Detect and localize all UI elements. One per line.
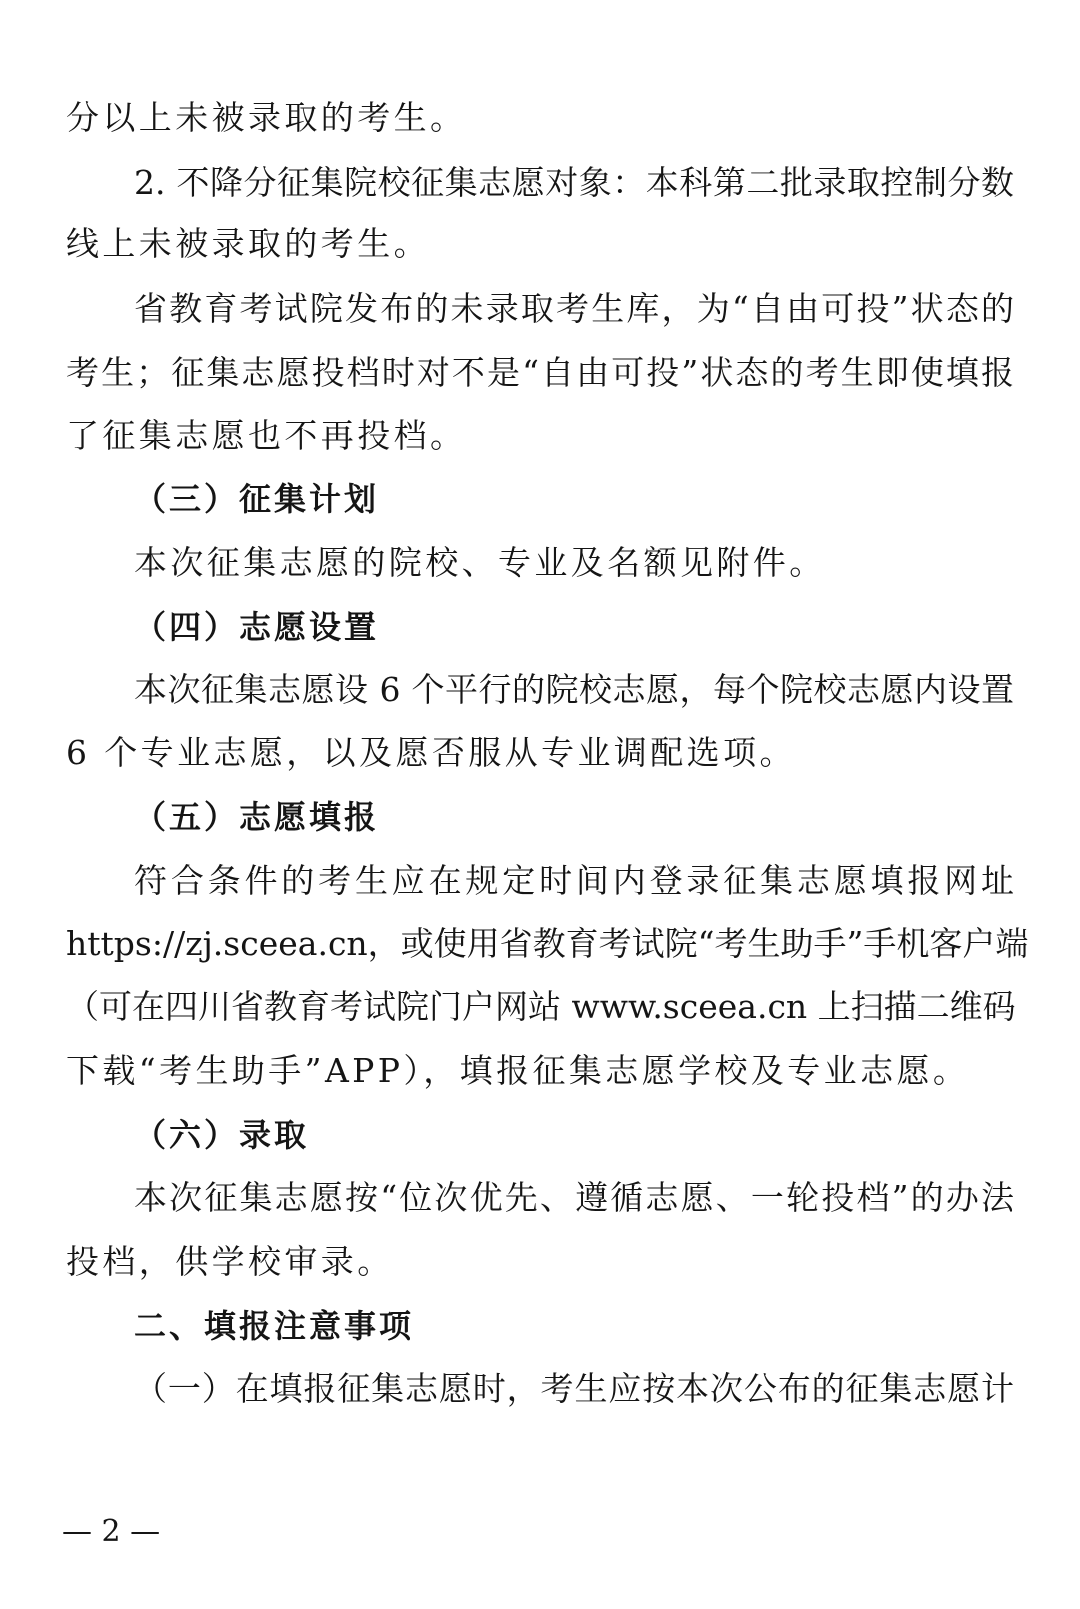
paragraph-line: （可在四川省教育考试院门户网站 www.sceea.cn 上扫描二维码 <box>66 987 1016 1026</box>
paragraph-line: https://zj.sceea.cn，或使用省教育考试院“考生助手”手机客户端 <box>66 924 1029 963</box>
paragraph-line: 考生；征集志愿投档时对不是“自由可投”状态的考生即使填报 <box>66 353 1014 392</box>
paragraph-line: 分以上未被录取的考生。 <box>66 98 467 137</box>
paragraph-line: 了征集志愿也不再投档。 <box>66 416 467 455</box>
paragraph-line: 6 个专业志愿，以及愿否服从专业调配选项。 <box>66 733 796 772</box>
paragraph-line: 本次征集志愿按“位次优先、遵循志愿、一轮投档”的办法 <box>134 1178 1014 1217</box>
section-heading: （五）志愿填报 <box>134 798 380 836</box>
paragraph-line: 投档，供学校审录。 <box>66 1242 394 1281</box>
section-heading: 二、填报注意事项 <box>134 1307 415 1345</box>
paragraph-line: 2. 不降分征集院校征集志愿对象：本科第二批录取控制分数 <box>134 163 1014 202</box>
section-heading: （四）志愿设置 <box>134 608 380 646</box>
paragraph-line: 本次征集志愿的院校、专业及名额见附件。 <box>134 543 826 582</box>
paragraph-line: 下载“考生助手”APP），填报征集志愿学校及专业志愿。 <box>66 1051 970 1090</box>
paragraph-line: 线上未被录取的考生。 <box>66 224 430 263</box>
paragraph-line: 符合条件的考生应在规定时间内登录征集志愿填报网址 <box>134 861 1014 900</box>
paragraph-line: 省教育考试院发布的未录取考生库，为“自由可投”状态的 <box>134 289 1014 328</box>
paragraph-line: 本次征集志愿设 6 个平行的院校志愿，每个院校志愿内设置 <box>134 670 1014 709</box>
paragraph-line: （一）在填报征集志愿时，考生应按本次公布的征集志愿计 <box>134 1369 1014 1408</box>
page-number: — 2 — <box>62 1514 161 1549</box>
section-heading: （三）征集计划 <box>134 480 380 518</box>
section-heading: （六）录取 <box>134 1116 310 1154</box>
